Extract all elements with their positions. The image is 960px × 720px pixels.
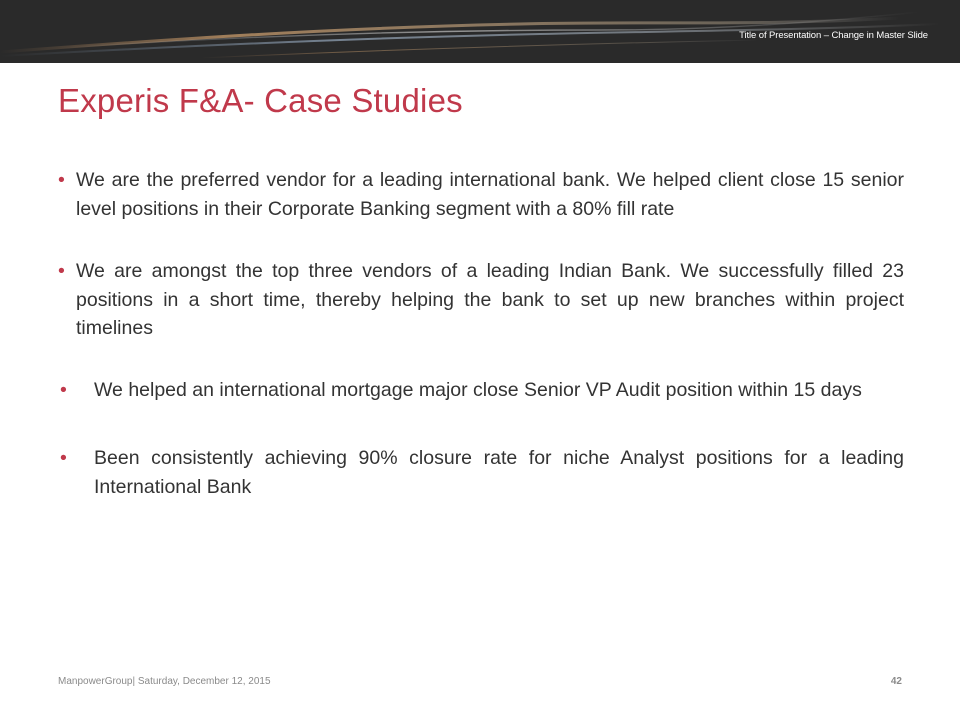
footer-company-date: ManpowerGroup| Saturday, December 12, 2015	[58, 676, 271, 687]
bullet-text: We helped an international mortgage major close Senior VP Audit position within 15 days	[94, 378, 862, 401]
bullet-marker: •	[58, 169, 65, 191]
bullet-item	[58, 376, 904, 405]
bullet-text: We are the preferred vendor for a leading international bank. We helped client close 15 senior level positions in their Corporate Banking segment with a 80% fill rate	[76, 169, 904, 220]
bullet-marker: •	[58, 260, 65, 282]
banner-title: Title of Presentation – Change in Master Slide	[739, 30, 928, 41]
bullet-text: We are amongst the top three vendors of a leading Indian Bank. We successfully filled 23 positions in a short time, thereby helping the bank to set up new branches within project timelines	[76, 260, 904, 339]
bullet-marker: •	[60, 447, 67, 469]
top-banner	[0, 0, 960, 63]
slide-title: Experis F&A- Case Studies	[58, 82, 463, 119]
bullet-marker: •	[60, 378, 67, 401]
bullet-item	[58, 166, 904, 223]
bullet-item	[58, 257, 904, 343]
bullet-list	[58, 166, 904, 501]
bullet-text: Been consistently achieving 90% closure rate for niche Analyst positions for a leading International Bank	[94, 447, 904, 498]
page-number: 42	[890, 676, 902, 687]
bullet-item	[58, 444, 904, 501]
